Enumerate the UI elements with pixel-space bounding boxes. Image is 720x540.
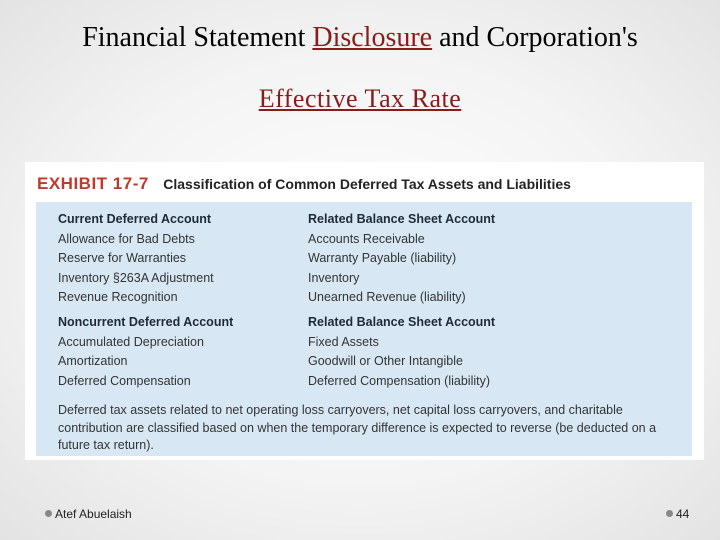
current-balance-sheet-column	[308, 210, 495, 308]
table-cell: Unearned Revenue (liability)	[308, 290, 466, 304]
bullet-icon	[45, 510, 52, 517]
exhibit-table-panel	[36, 202, 692, 456]
table-cell: Fixed Assets	[308, 334, 379, 349]
table-cell: Inventory §263A Adjustment	[58, 270, 214, 285]
exhibit-title: Classification of Common Deferred Tax Assets and Liabilities	[163, 176, 571, 192]
author-name: Atef Abuelaish	[55, 507, 132, 521]
noncurrent-header-right: Related Balance Sheet Account	[308, 315, 496, 329]
table-cell: Accounts Receivable	[308, 231, 425, 246]
title-disclosure-link[interactable]: Disclosure	[312, 22, 433, 53]
current-header-left: Current Deferred Account	[58, 212, 212, 226]
table-cell: Goodwill or Other Intangible	[308, 354, 463, 368]
table-cell: Revenue Recognition	[58, 290, 178, 304]
table-cell: Reserve for Warranties	[58, 251, 187, 265]
exhibit-footnote: Deferred tax assets related to net operating loss carryovers, net capital loss carryovers, and charitable contribution are classified based on when the temporary difference is expected to reverse (be deducted on a future tax return).	[58, 403, 657, 452]
exhibit-image	[25, 162, 704, 460]
bullet-icon	[666, 510, 673, 517]
title-part-2: and Corporation's	[432, 22, 638, 53]
table-cell: Deferred Compensation	[58, 373, 191, 388]
table-cell: Inventory	[308, 270, 360, 285]
noncurrent-header-left: Noncurrent Deferred Account	[58, 315, 234, 329]
table-cell: Amortization	[58, 354, 128, 368]
footer-author	[45, 507, 132, 521]
table-cell: Warranty Payable (liability)	[308, 251, 457, 265]
exhibit-label: EXHIBIT 17-7	[37, 174, 149, 193]
noncurrent-balance-sheet-column	[308, 313, 495, 391]
table-cell: Deferred Compensation (liability)	[308, 373, 491, 388]
page-number: 44	[676, 507, 690, 521]
slide-title	[0, 22, 720, 54]
table-cell: Accumulated Depreciation	[58, 334, 204, 349]
table-cell: Allowance for Bad Debts	[58, 231, 195, 246]
footer-page-number	[666, 507, 689, 521]
exhibit-header	[37, 174, 571, 194]
slide-subtitle[interactable]: Effective Tax Rate	[258, 84, 462, 113]
current-header-right: Related Balance Sheet Account	[308, 212, 496, 226]
current-accounts-column	[58, 210, 214, 308]
title-part-1: Financial Statement	[82, 22, 313, 53]
noncurrent-accounts-column	[58, 313, 233, 391]
